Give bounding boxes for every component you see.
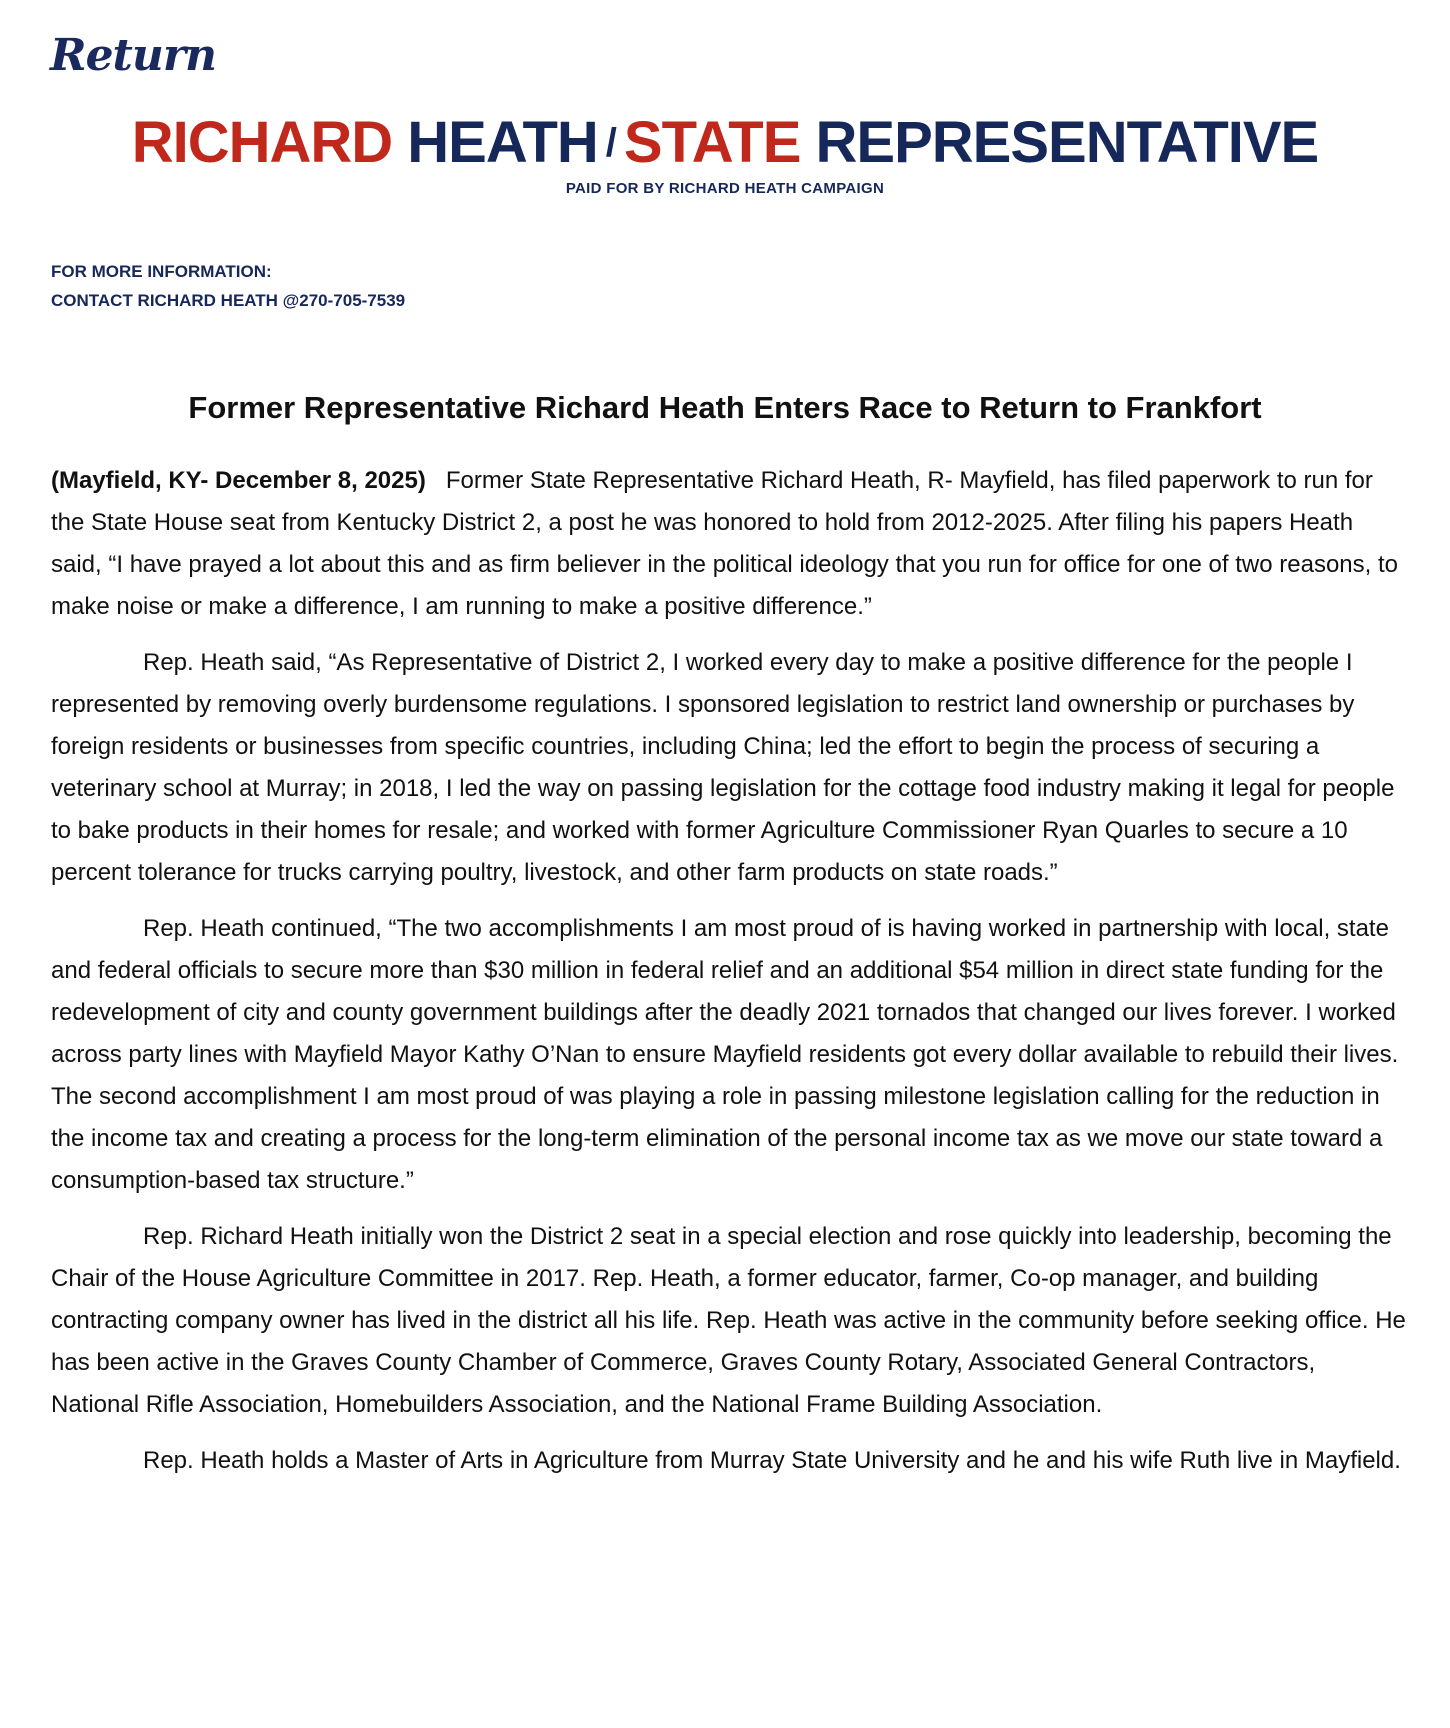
banner-office-last: REPRESENTATIVE (815, 110, 1319, 175)
article-paragraph (51, 460, 1406, 628)
article-paragraph: Rep. Heath continued, “The two accomplishments I am most proud of is having worked in partnership with local, state and federal officials to secure more than $30 million in federal relief and an additional $54 million in direct state funding for the redevelopment of city and county government buildings after the deadly 2021 tornados that changed our lives forever. I worked across party lines with Mayfield Mayor Kathy O’Nan to ensure Mayfield residents got every dollar available to rebuild their lives. The second accomplishment I am most proud of was playing a role in passing milestone legislation calling for the reduction in the income tax and creating a process for the long-term elimination of the personal income tax as we move our state toward a consumption-based tax structure.” (51, 915, 1399, 1194)
banner-name-last: HEATH (407, 110, 598, 175)
paid-for-disclaimer: PAID FOR BY RICHARD HEATH CAMPAIGN (565, 180, 885, 197)
article-paragraph: Rep. Heath said, “As Representative of District 2, I worked every day to make a positive difference for the people I represented by removing overly burdensome regulations. I sponsored legislation to restrict land ownership or purchases by foreign residents or businesses from specific countries, including China; led the effort to begin the process of securing a veterinary school at Murray; in 2018, I led the way on passing legislation for the cottage food industry making it legal for people to bake products in their homes for resale; and worked with former Agriculture Commissioner Ryan Quarles to secure a 10 percent tolerance for trucks carrying poultry, livestock, and other farm products on state roads.” (51, 649, 1395, 886)
return-logo-script: Return (50, 30, 217, 81)
article-paragraph: Rep. Richard Heath initially won the District 2 seat in a special election and rose quickly into leadership, becoming the Chair of the House Agriculture Committee in 2017. Rep. Heath, a former educator, farmer, Co-op manager, and building contracting company owner has lived in the district all his life. Rep. Heath was active in the community before seeking office. He has been active in the Graves County Chamber of Commerce, Graves County Rotary, Associated General Contractors, National Rifle Association, Homebuilders Association, and the National Frame Building Association. (51, 1223, 1406, 1418)
paragraph-text: Former State Representative Richard Heath, R- Mayfield, has filed paperwork to run for the State House seat from Kentucky District 2, a post he was honored to hold from 2012-2025. After filing his papers Heath said, “I have prayed a lot about this and as firm believer in the political ideology that you run for office for one of two reasons, to make noise or make a difference, I am running to make a positive difference.” (51, 467, 1398, 620)
banner-office-first: STATE (623, 110, 801, 175)
dateline: (Mayfield, KY- December 8, 2025) (51, 467, 426, 494)
page-title: Former Representative Richard Heath Enters Race to Return to Frankfort (188, 390, 1262, 425)
contact-line-info: FOR MORE INFORMATION: (51, 262, 272, 281)
campaign-banner (0, 108, 1450, 178)
banner-slash: / (605, 121, 616, 165)
banner-name-first: RICHARD (131, 110, 393, 175)
article-paragraph: Rep. Heath holds a Master of Arts in Agriculture from Murray State University and he and his wife Ruth live in Mayfield. (143, 1447, 1401, 1474)
article-body (51, 460, 1406, 1496)
contact-block (51, 257, 405, 315)
contact-line-phone: CONTACT RICHARD HEATH @270-705-7539 (51, 291, 406, 310)
